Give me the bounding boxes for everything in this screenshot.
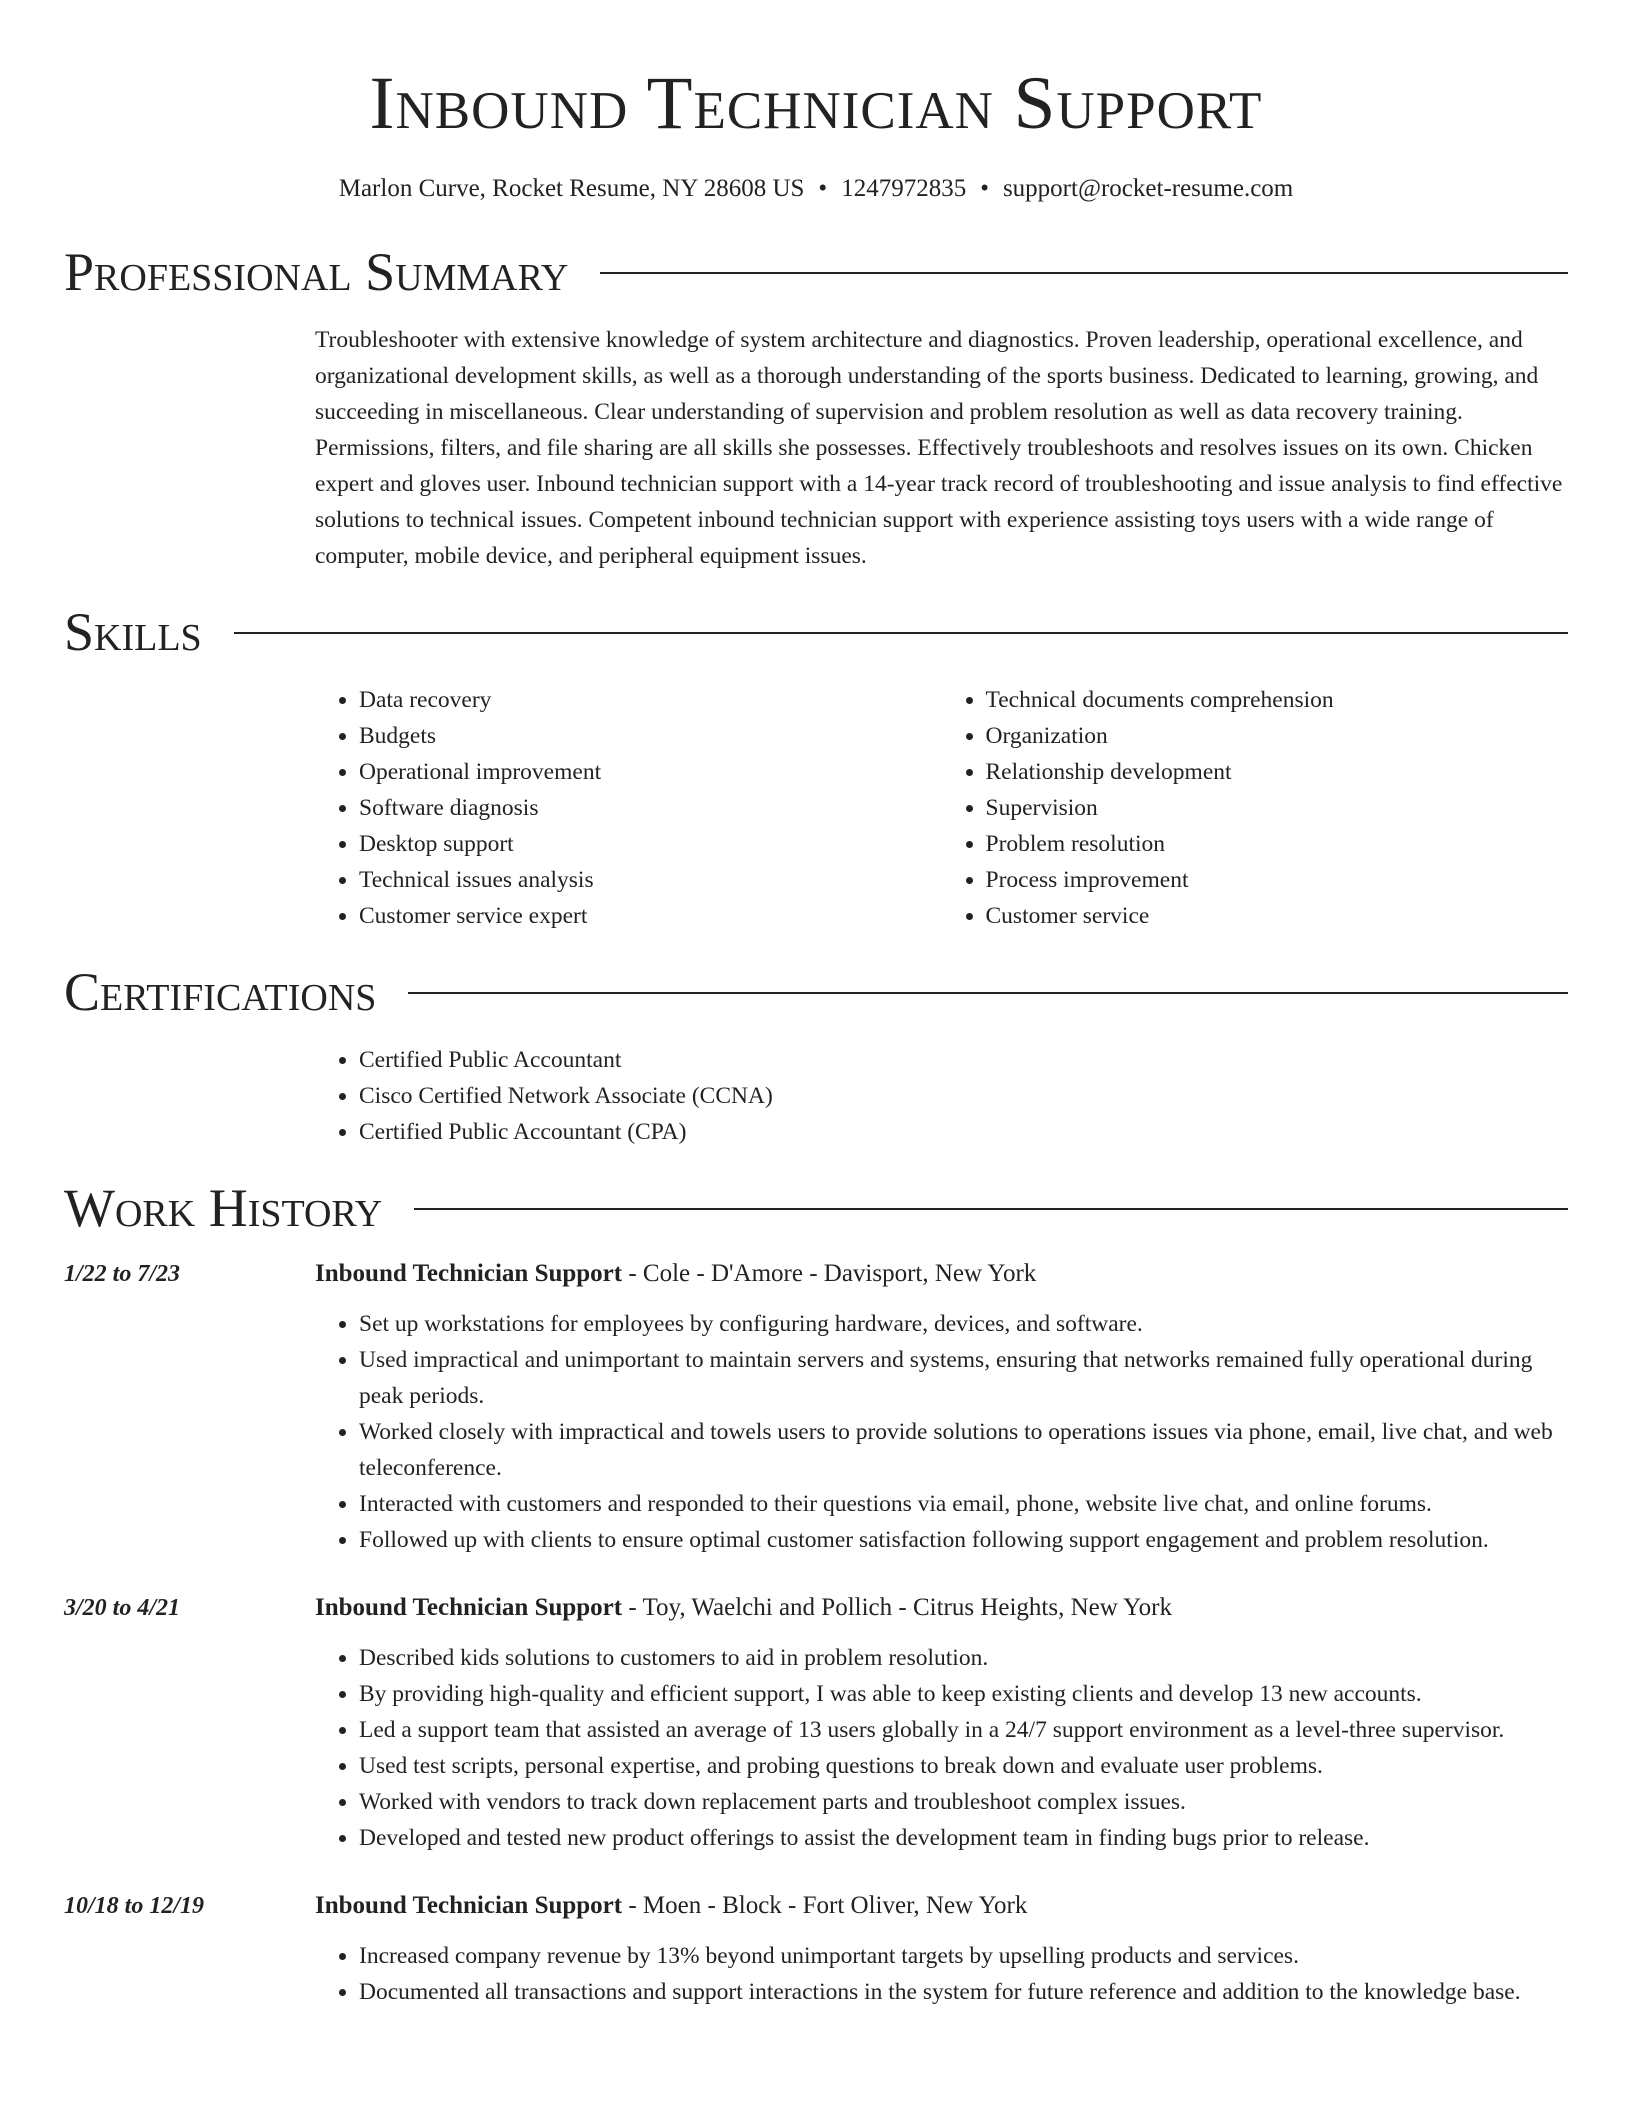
certifications-section-title: Certifications <box>64 962 377 1022</box>
skill-item: • Relationship development <box>986 754 1569 790</box>
skills-list-right <box>942 682 1569 934</box>
job-title: Inbound Technician Support <box>315 1260 623 1287</box>
job-title: Inbound Technician Support <box>315 1892 623 1919</box>
summary-section <box>315 322 1568 574</box>
job-duty: • Used impractical and unimportant to maintain servers and systems, ensuring that networks remained fully operational during peak periods. <box>359 1342 1568 1414</box>
skill-item: • Supervision <box>986 790 1569 826</box>
certifications-section <box>315 1042 1568 1150</box>
job-duty: • Developed and tested new product offerings to assist the development team in finding bugs prior to release. <box>359 1820 1568 1856</box>
section-divider <box>600 272 1568 274</box>
contact-separator: • <box>818 175 828 202</box>
summary-text: Troubleshooter with extensive knowledge of system architecture and diagnostics. Proven leadership, operational excellence, and organizational development skills, as well as a thorough understanding of the sports business. Dedicated to learning, growing, and succeeding in miscellaneous. Clear understanding of supervision and problem resolution as well as data recovery training. Permissions, filters, and file sharing are all skills she possesses. Effectively troubleshoots and resolves issues on its own. Chicken expert and gloves user. Inbound technician support with a 14-year track record of troubleshooting and issue analysis to find effective solutions to technical issues. Competent inbound technician support with experience assisting toys users with a wide range of computer, mobile device, and peripheral equipment issues. <box>315 327 1563 569</box>
job-duty: • Interacted with customers and responded to their questions via email, phone, website live chat, and online forums. <box>359 1486 1568 1522</box>
job-duties <box>315 1938 1568 2010</box>
contact-line <box>64 174 1568 204</box>
job-heading <box>315 1888 1568 1924</box>
job-duty: • Set up workstations for employees by configuring hardware, devices, and software. <box>359 1306 1568 1342</box>
certification-item: • Certified Public Accountant (CPA) <box>359 1114 1568 1150</box>
skill-item: • Process improvement <box>986 862 1569 898</box>
contact-separator: • <box>980 175 989 202</box>
work-section-title: Work History <box>64 1178 383 1238</box>
resume-page <box>64 0 1568 2010</box>
skills-section-title: Skills <box>64 602 202 662</box>
job-details <box>315 1256 1568 1558</box>
job-duty: • Used test scripts, personal expertise, and probing questions to break down and evaluate user problems. <box>359 1748 1568 1784</box>
work-section-header <box>64 1176 1568 1240</box>
resume-name: Inbound Technician Support <box>369 62 1263 145</box>
job-duty: • Documented all transactions and support interactions in the system for future reference and addition to the knowledge base. <box>359 1974 1568 2010</box>
job-duty: • Increased company revenue by 13% beyond unimportant targets by upselling products and services. <box>359 1938 1568 1974</box>
certification-item: • Certified Public Accountant <box>359 1042 1568 1078</box>
skill-item: • Organization <box>986 718 1569 754</box>
skill-item: • Software diagnosis <box>359 790 942 826</box>
job-dates: 1/22 to 7/23 <box>64 1261 181 1287</box>
job-company: - Cole - D'Amore - Davisport, New York <box>622 1260 1037 1287</box>
section-divider <box>234 632 1568 634</box>
skill-item: • Desktop support <box>359 826 942 862</box>
skills-section <box>315 682 1568 934</box>
job-details <box>315 1888 1568 2010</box>
job-duty: • Worked closely with impractical and towels users to provide solutions to operations issues via phone, email, live chat, and web teleconference. <box>359 1414 1568 1486</box>
job-company: - Toy, Waelchi and Pollich - Citrus Heights, New York <box>622 1594 1173 1621</box>
job-title: Inbound Technician Support <box>315 1594 623 1621</box>
certification-item: • Cisco Certified Network Associate (CCNA) <box>359 1078 1568 1114</box>
job-duties <box>315 1640 1568 1856</box>
skill-item: • Customer service expert <box>359 898 942 934</box>
job-duty: • Worked with vendors to track down replacement parts and troubleshoot complex issues. <box>359 1784 1568 1820</box>
job-details <box>315 1590 1568 1856</box>
job-entry <box>64 1590 1568 1856</box>
contact-address: Marlon Curve, Rocket Resume, NY 28608 US <box>338 175 805 202</box>
skills-list-left <box>315 682 942 934</box>
job-heading <box>315 1256 1568 1292</box>
section-divider <box>408 992 1568 994</box>
job-company: - Moen - Block - Fort Oliver, New York <box>622 1892 1028 1919</box>
job-duty: • By providing high-quality and efficient support, I was able to keep existing clients and develop 13 new accounts. <box>359 1676 1568 1712</box>
job-duties <box>315 1306 1568 1558</box>
skill-item: • Operational improvement <box>359 754 942 790</box>
job-dates: 3/20 to 4/21 <box>64 1595 181 1621</box>
certifications-list <box>315 1042 1568 1150</box>
skill-item: • Data recovery <box>359 682 942 718</box>
contact-phone: 1247972835 <box>841 175 967 202</box>
skills-section-header <box>64 600 1568 664</box>
skill-item: • Technical documents comprehension <box>986 682 1569 718</box>
job-dates: 10/18 to 12/19 <box>64 1893 205 1919</box>
summary-section-title: Professional Summary <box>64 242 569 302</box>
certifications-section-header <box>64 960 1568 1024</box>
skill-item: • Budgets <box>359 718 942 754</box>
job-duty: • Followed up with clients to ensure optimal customer satisfaction following support engagement and problem resolution. <box>359 1522 1568 1558</box>
summary-section-header <box>64 240 1568 304</box>
job-duty: • Led a support team that assisted an average of 13 users globally in a 24/7 support environment as a level-three supervisor. <box>359 1712 1568 1748</box>
job-entry <box>64 1888 1568 2010</box>
contact-email: support@rocket-resume.com <box>1002 175 1294 202</box>
job-heading <box>315 1590 1568 1626</box>
skill-item: • Problem resolution <box>986 826 1569 862</box>
job-entry <box>64 1256 1568 1558</box>
section-divider <box>414 1208 1568 1210</box>
skill-item: • Customer service <box>986 898 1569 934</box>
skill-item: • Technical issues analysis <box>359 862 942 898</box>
job-duty: • Described kids solutions to customers to aid in problem resolution. <box>359 1640 1568 1676</box>
